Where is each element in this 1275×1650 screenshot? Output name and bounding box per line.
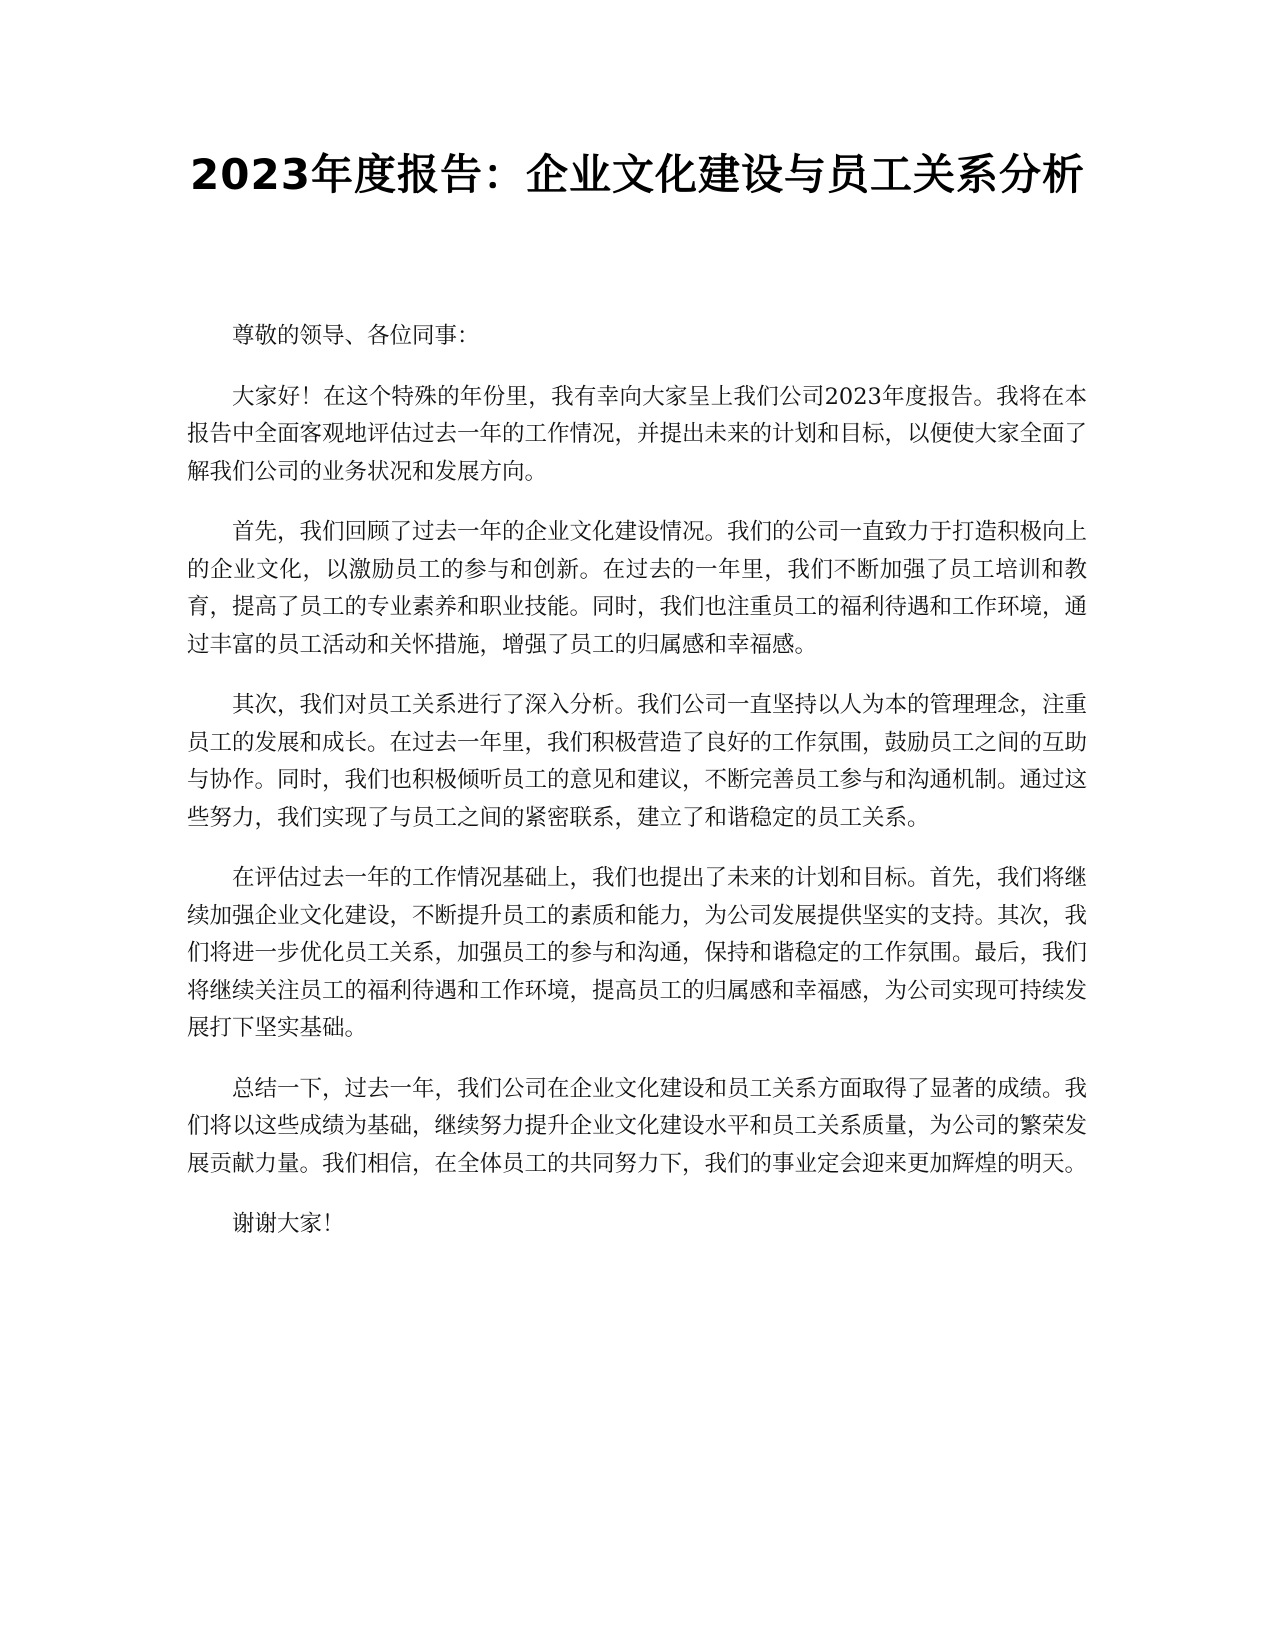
- paragraph-culture-review: 首先，我们回顾了过去一年的企业文化建设情况。我们的公司一直致力于打造积极向上的企业文化，以激励员工的参与和创新。在过去的一年里，我们不断加强了员工培训和教育，提高了员工的专业素养和职业技能。同时，我们也注重员工的福利待遇和工作环境，通过丰富的员工活动和关怀措施，增强了员工的归属感和幸福感。: [187, 519, 1088, 658]
- paragraph-summary: 总结一下，过去一年，我们公司在企业文化建设和员工关系方面取得了显著的成绩。我们将以这些成绩为基础，继续努力提升企业文化建设水平和员工关系质量，为公司的繁荣发展贡献力量。我们相信，在全体员工的共同努力下，我们的事业定会迎来更加辉煌的明天。: [187, 1075, 1088, 1177]
- paragraph-employee-relations: 其次，我们对员工关系进行了深入分析。我们公司一直坚持以人为本的管理理念，注重员工的发展和成长。在过去一年里，我们积极营造了良好的工作氛围，鼓励员工之间的互助与协作。同时，我们也积极倾听员工的意见和建议，不断完善员工参与和沟通机制。通过这些努力，我们实现了与员工之间的紧密联系，建立了和谐稳定的员工关系。: [187, 692, 1088, 831]
- closing: 谢谢大家！: [232, 1211, 345, 1237]
- document-body: [187, 318, 1087, 1267]
- salutation: 尊敬的领导、各位同事：: [232, 323, 480, 349]
- paragraph-future-plans: 在评估过去一年的工作情况基础上，我们也提出了未来的计划和目标。首先，我们将继续加强企业文化建设，不断提升员工的素质和能力，为公司发展提供坚实的支持。其次，我们将进一步优化员工关系，加强员工的参与和沟通，保持和谐稳定的工作氛围。最后，我们将继续关注员工的福利待遇和工作环境，提高员工的归属感和幸福感，为公司实现可持续发展打下坚实基础。: [187, 865, 1088, 1041]
- paragraph-greeting: 大家好！在这个特殊的年份里，我有幸向大家呈上我们公司2023年度报告。我将在本报告中全面客观地评估过去一年的工作情况，并提出未来的计划和目标，以便使大家全面了解我们公司的业务状况和发展方向。: [187, 383, 1088, 485]
- document-title: 2023年度报告：企业文化建设与员工关系分析: [190, 150, 1085, 199]
